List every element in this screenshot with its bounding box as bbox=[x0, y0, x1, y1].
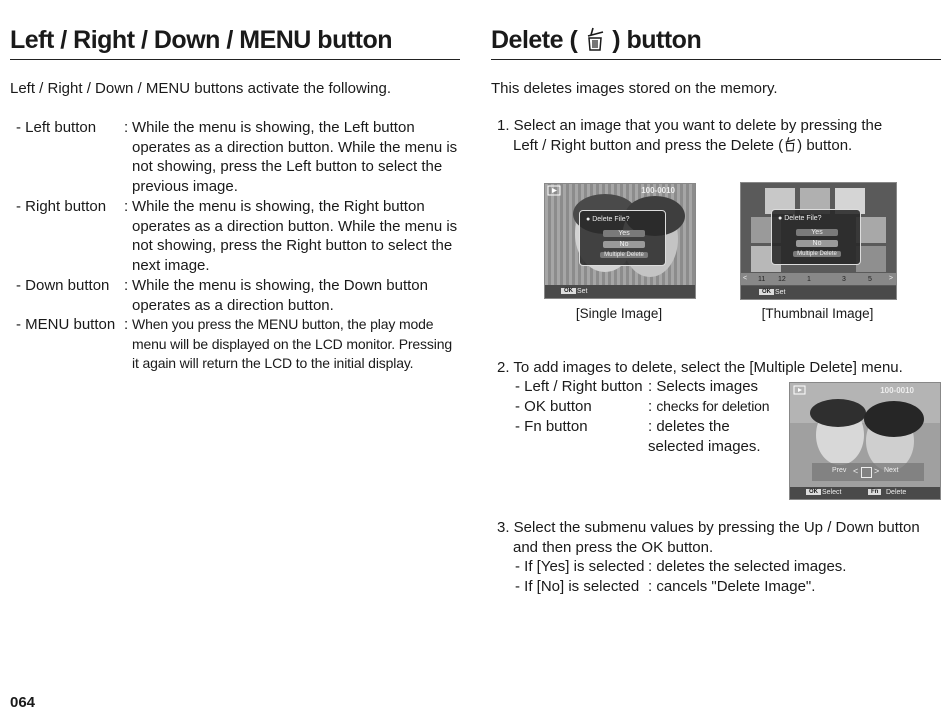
next-label: Next bbox=[884, 467, 899, 474]
step3-desc: : deletes the selected images. bbox=[648, 558, 847, 575]
dialog-title: ● Delete File? bbox=[586, 216, 630, 223]
definition-desc: While the menu is showing, the Right button operates as a direction button. While the menu is not showing, press the Right button to select the next image. bbox=[132, 198, 458, 275]
option-no[interactable]: No bbox=[603, 241, 645, 248]
step2-term: - OK button bbox=[515, 398, 592, 415]
ok-key-icon: OK bbox=[806, 489, 821, 495]
strip-label: 3 bbox=[842, 276, 846, 283]
caption-single-image: [Single Image] bbox=[575, 306, 663, 321]
step2-term: - Left / Right button bbox=[515, 378, 643, 395]
option-yes[interactable]: Yes bbox=[796, 229, 838, 236]
ok-key-icon: OK bbox=[561, 288, 576, 294]
multiple-delete-screen bbox=[789, 382, 941, 500]
strip-label: 11 bbox=[758, 276, 766, 283]
step3-term: - If [No] is selected bbox=[515, 578, 640, 595]
definition-term: - Left button bbox=[16, 119, 97, 136]
chevron-right-icon[interactable]: > bbox=[874, 466, 880, 476]
delete-dialog bbox=[579, 210, 666, 266]
footer-set-label: Set bbox=[577, 288, 588, 295]
ok-key-icon: OK bbox=[759, 289, 774, 295]
option-multiple-delete[interactable]: Multiple Delete bbox=[600, 252, 648, 258]
caption-thumbnail-image: [Thumbnail Image] bbox=[761, 306, 874, 321]
trash-icon bbox=[783, 136, 797, 152]
chevron-left-icon[interactable]: < bbox=[853, 466, 859, 476]
definition-term: - Right button bbox=[16, 198, 107, 215]
strip-label: 1 bbox=[807, 276, 811, 283]
left-intro: Left / Right / Down / MENU buttons activate the following. bbox=[10, 80, 392, 97]
select-label: Select bbox=[822, 489, 842, 496]
left-section: Left / Right / Down / MENU button Left / Right / Down / MENU buttons activate the following. - Left button : While the menu is showing, the Left button operates as a direction button. While the menu is not showing, press the Left button to select the previous image. - Right button : While the menu is showing, the Right button operates as a direction button. While the menu is not showing, press the Right button to select the next image. - Down button : While the menu is showing, the Down button operates as a direction button. - MENU button : When you press the MENU button, the play mode menu will be displayed on the LCD monitor. Pressing it again will return the LCD to the initial display. bbox=[10, 0, 460, 710]
step3-desc: : cancels "Delete Image". bbox=[648, 578, 816, 595]
fn-key-icon: Fn bbox=[868, 489, 881, 495]
definition-term: - Down button bbox=[16, 277, 110, 294]
delete-intro: This deletes images stored on the memory. bbox=[491, 80, 778, 97]
step2-desc: : checks for deletion bbox=[648, 398, 770, 415]
dialog-title: ● Delete File? bbox=[778, 215, 822, 222]
trash-icon bbox=[584, 26, 606, 52]
left-section-title: Left / Right / Down / MENU button bbox=[10, 26, 460, 60]
step1-line1: 1. Select an image that you want to delete by pressing the bbox=[497, 117, 883, 134]
delete-label: Delete bbox=[886, 489, 907, 496]
page-number: 064 bbox=[10, 694, 36, 711]
option-multiple-delete[interactable]: Multiple Delete bbox=[793, 251, 841, 257]
right-section bbox=[491, 0, 941, 710]
definition-desc: While the menu is showing, the Down button operates as a direction button. bbox=[132, 277, 428, 314]
footer-set-label: Set bbox=[775, 289, 786, 296]
thumbnail-screen bbox=[740, 182, 897, 300]
multi-delete-photo bbox=[790, 383, 940, 499]
single-image-screen bbox=[544, 183, 696, 299]
step2-desc: : Selects images bbox=[648, 378, 759, 395]
chevron-left-icon: < bbox=[743, 275, 748, 282]
chevron-right-icon: > bbox=[888, 275, 893, 282]
delete-dialog bbox=[771, 209, 861, 265]
step2-line1: 2. To add images to delete, select the [Multiple Delete] menu. bbox=[497, 359, 903, 376]
image-counter: 100-0010 bbox=[880, 386, 914, 395]
definition-term: - MENU button bbox=[16, 316, 116, 333]
step1-line2: Left / Right button and press the Delete ( ) button. bbox=[513, 137, 853, 154]
checkbox-icon[interactable] bbox=[861, 467, 872, 478]
step3-line2: and then press the OK button. bbox=[513, 539, 714, 556]
step2-desc: : deletes the selected images. bbox=[648, 418, 761, 455]
image-counter: 100-0010 bbox=[641, 186, 675, 195]
multi-delete-nav-bar bbox=[812, 463, 924, 481]
option-yes[interactable]: Yes bbox=[603, 230, 645, 237]
step2-term: - Fn button bbox=[515, 418, 588, 435]
delete-section-title: Delete ( ) button bbox=[491, 26, 941, 60]
option-no[interactable]: No bbox=[796, 240, 838, 247]
definition-desc: When you press the MENU button, the play mode menu will be displayed on the LCD monitor. Pressing it again will return the LCD to the initial display. bbox=[132, 316, 452, 372]
prev-label: Prev bbox=[832, 467, 847, 474]
step3-term: - If [Yes] is selected bbox=[515, 558, 645, 575]
step3-line1: 3. Select the submenu values by pressing the Up / Down button bbox=[497, 519, 920, 536]
strip-label: 5 bbox=[868, 276, 872, 283]
definition-desc: While the menu is showing, the Left button operates as a direction button. While the menu is not showing, press the Left button to select the previous image. bbox=[132, 119, 458, 196]
strip-label: 12 bbox=[778, 276, 786, 283]
